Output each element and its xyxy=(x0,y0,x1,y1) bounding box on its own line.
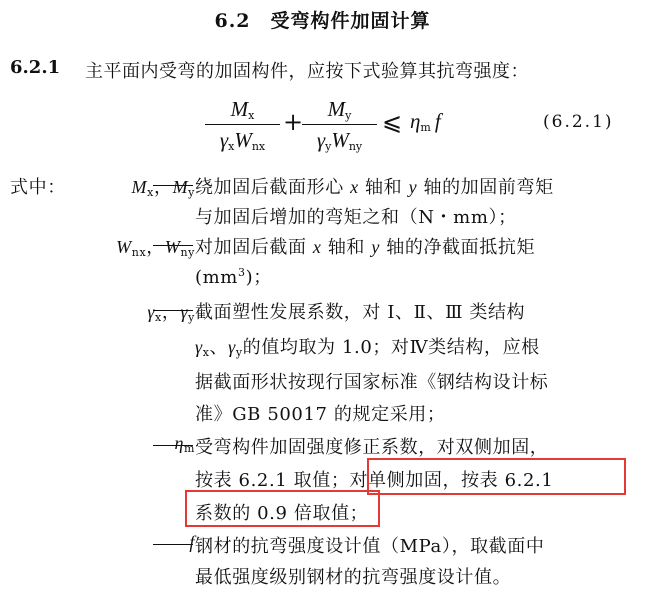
highlight-box-1 xyxy=(367,458,626,495)
where-line: 据截面形状按现行国家标准《钢结构设计标 xyxy=(195,372,549,393)
formula-fraction-y: $M_y$ $\gamma_yW_{ny}$ xyxy=(302,96,377,153)
em-dash xyxy=(153,185,193,186)
where-line: 系数的 0.9 倍取值； xyxy=(195,503,369,524)
where-line: 绕加固后截面形心 x 轴和 y 轴的加固前弯矩 xyxy=(195,173,554,199)
em-dash xyxy=(153,544,193,545)
where-symbol-eta: $\eta_m$ xyxy=(174,433,195,455)
clause-text: 主平面内受弯的加固构件，应按下式验算其抗弯强度： xyxy=(85,61,529,82)
formula-moment-x: M xyxy=(230,97,249,121)
where-line: 受弯构件加固强度修正系数，对双侧加固， xyxy=(195,433,548,459)
fraction-bar xyxy=(205,124,280,125)
em-dash xyxy=(153,445,193,446)
where-symbol-moments: $M_x$，$M_y$ xyxy=(131,177,195,199)
where-line: 准》GB 50017 的规定采用； xyxy=(195,404,446,425)
highlighted-text: 系数的 0.9 倍取值 xyxy=(195,503,350,524)
highlighted-text: 对单侧加固，按表 6.2.1 xyxy=(349,470,554,491)
where-symbol-section-modulus: $W_{nx}$，$W_{ny}$ xyxy=(116,237,195,259)
clause-number: 6.2.1 xyxy=(10,57,61,78)
formula-rhs: $\eta_m$ f xyxy=(410,109,441,134)
highlight-box-2 xyxy=(185,490,380,527)
where-symbol-plastic-coeff: $\gamma_x$，$\gamma_y$ xyxy=(147,302,195,324)
formula-leq: ⩽ xyxy=(382,108,403,136)
formula-fraction-x: $M_x$ $\gamma_xW_{nx}$ xyxy=(205,96,280,153)
where-line: 钢材的抗弯强度设计值（MPa），取截面中 xyxy=(195,532,544,558)
where-line: 最低强度级别钢材的抗弯强度设计值。 xyxy=(195,567,512,588)
section-title: 6.2 受弯构件加固计算 xyxy=(214,10,431,32)
formula-number: (6.2.1) xyxy=(543,112,614,132)
where-line: 按表 6.2.1 取值；对单侧加固，按表 6.2.1 xyxy=(195,470,554,491)
where-line: 对加固后截面 x 轴和 y 轴的净截面抵抗矩 xyxy=(195,233,535,259)
em-dash xyxy=(153,310,193,311)
formula-plus: + xyxy=(283,108,304,136)
where-prefix: 式中： xyxy=(10,177,66,198)
where-line: $(mm^3)$； xyxy=(195,266,272,288)
where-line: 截面塑性发展系数，对 Ⅰ、Ⅱ、Ⅲ 类结构 xyxy=(195,298,525,324)
where-line: 与加固后增加的弯矩之和（N・mm）； xyxy=(195,207,517,228)
em-dash xyxy=(153,245,193,246)
formula-moment-y: M xyxy=(327,97,346,121)
where-line: $\gamma_x$、$\gamma_y$的值均取为 1.0；对Ⅳ类结构，应根 xyxy=(195,337,540,359)
fraction-bar xyxy=(302,124,377,125)
where-symbol-f: f xyxy=(189,532,195,552)
